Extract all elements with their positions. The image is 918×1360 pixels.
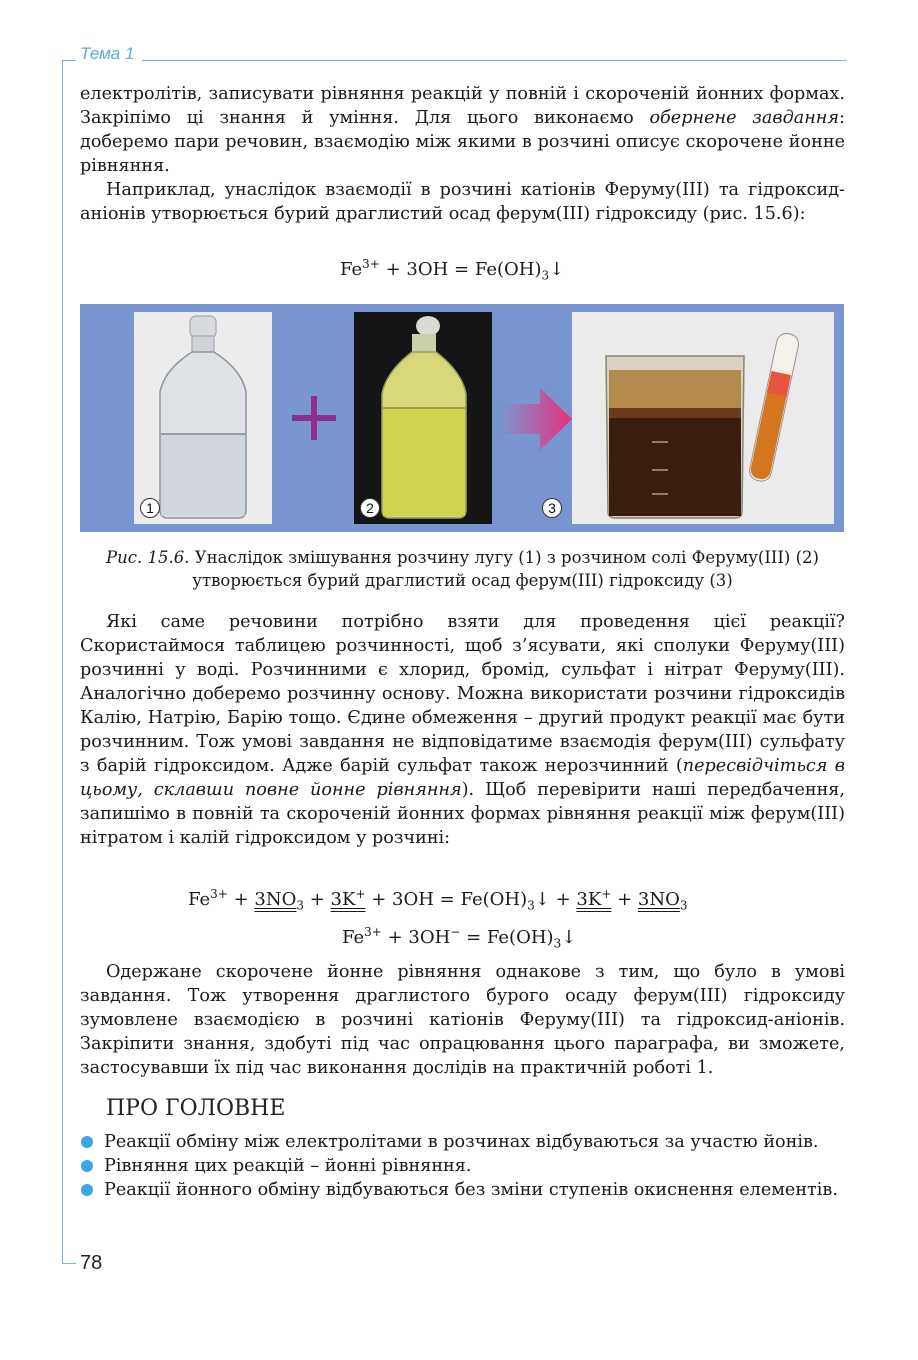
- photo-1-alkali-solution: [134, 312, 272, 524]
- bottle-clear-icon: [134, 312, 272, 524]
- label-3: 3: [542, 498, 562, 518]
- bottle-yellow-icon: [354, 312, 492, 524]
- photo-3-iron-hydroxide-precipitate: [548, 312, 834, 524]
- bullet-dot-icon: [81, 1160, 93, 1172]
- topic-label: Тема 1: [76, 44, 142, 64]
- figure-15-6: [80, 304, 844, 532]
- equation-1: $Fe^{3+} + 3OH$ = $Fe(OH)_3↓$: [340, 257, 565, 283]
- paragraph-2: Наприклад, унаслідок взаємодії в розчині катіонів Феруму(III) та гідроксид-аніонів утворюється бурий драглистий осад ферум(III) гідроксиду (рис. 15.6):: [80, 180, 845, 224]
- label-2: 2: [360, 498, 380, 518]
- paragraph-1: електролітів, записувати рівняння реакцій у повній і скороченій йонних формах. Закріпімо ці знання й уміння. Для цього виконаємо обернене завдання: доберемо пари речовин, взаємодію між якими в розчині описує скорочене йонне рівняння.: [80, 84, 845, 176]
- frame-top-line: [62, 60, 847, 61]
- page-number: 78: [80, 1252, 103, 1274]
- label-1: 1: [140, 498, 160, 518]
- paragraph-4: Одержане скорочене йонне рівняння однакове з тим, що було в умові завдання. Тож утворення драглистого бурого осаду ферум(III) гідроксиду зумовлене взаємодією в розчині катіонів Феруму(III) та гідроксид-аніонів. Закріпити знання, здобуті під час опрацювання цього параграфа, ви зможете, застосувавши їх під час виконання дослідів на практичній роботі 1.: [80, 962, 845, 1078]
- summary-heading: ПРО ГОЛОВНЕ: [106, 1096, 286, 1121]
- equation-3-short-ionic: $Fe^{3+} + 3OH^-$ = $Fe(OH)_3↓$: [342, 925, 577, 951]
- equation-2-full-ionic: $Fe^{3+} + 3NO_3 + 3K^+ + 3OH$ = $Fe(OH)_3↓ + 3K^+ + 3NO_3$: [188, 887, 688, 913]
- photo-2-iron-salt-solution: [354, 312, 492, 524]
- beaker-precipitate-icon: [572, 312, 834, 524]
- bullet-dot-icon: [81, 1184, 93, 1196]
- paragraph-3: Які саме речовини потрібно взяти для проведення цієї реакції? Скористаймося таблицею розчинності, щоб з’ясувати, які сполуки Феруму(III) розчинні у воді. Розчинними є хлорид, бромід, сульфат і нітрат Феруму(III). Аналогічно доберемо розчинну основу. Можна використати розчини гідроксидів Калію, Натрію, Барію тощо. Єдине обмеження – другий продукт реакції має бути розчинним. Тож умові завдання не відповідатиме взаємодія ферум(III) сульфату з барій гідроксидом. Адже барій сульфат також нерозчинний (пересвідчіться в цьому, склавши повне йонне рівняння). Щоб перевірити наші передбачення, запишімо в повній та скороченій йонних формах рівняння реакції між ферум(III) нітратом і калій гідроксидом у розчині:: [80, 612, 845, 848]
- list-item: Реакції обміну між електролітами в розчинах відбуваються за участю йонів.: [80, 1130, 845, 1154]
- summary-list: [80, 1130, 845, 1202]
- plus-icon: [292, 396, 336, 440]
- frame-left-line: [62, 60, 63, 1264]
- arrow-right-icon: [500, 388, 572, 450]
- figure-caption: Рис. 15.6. Унаслідок змішування розчину лугу (1) з розчином солі Феруму(III) (2) утворюється бурий драглистий осад ферум(III) гідроксиду (3): [106, 548, 819, 590]
- frame-bottom-tick: [62, 1263, 76, 1264]
- list-item: Рівняння цих реакцій – йонні рівняння.: [80, 1154, 845, 1178]
- bullet-dot-icon: [81, 1136, 93, 1148]
- list-item: Реакції йонного обміну відбуваються без зміни ступенів окиснення елементів.: [80, 1178, 845, 1202]
